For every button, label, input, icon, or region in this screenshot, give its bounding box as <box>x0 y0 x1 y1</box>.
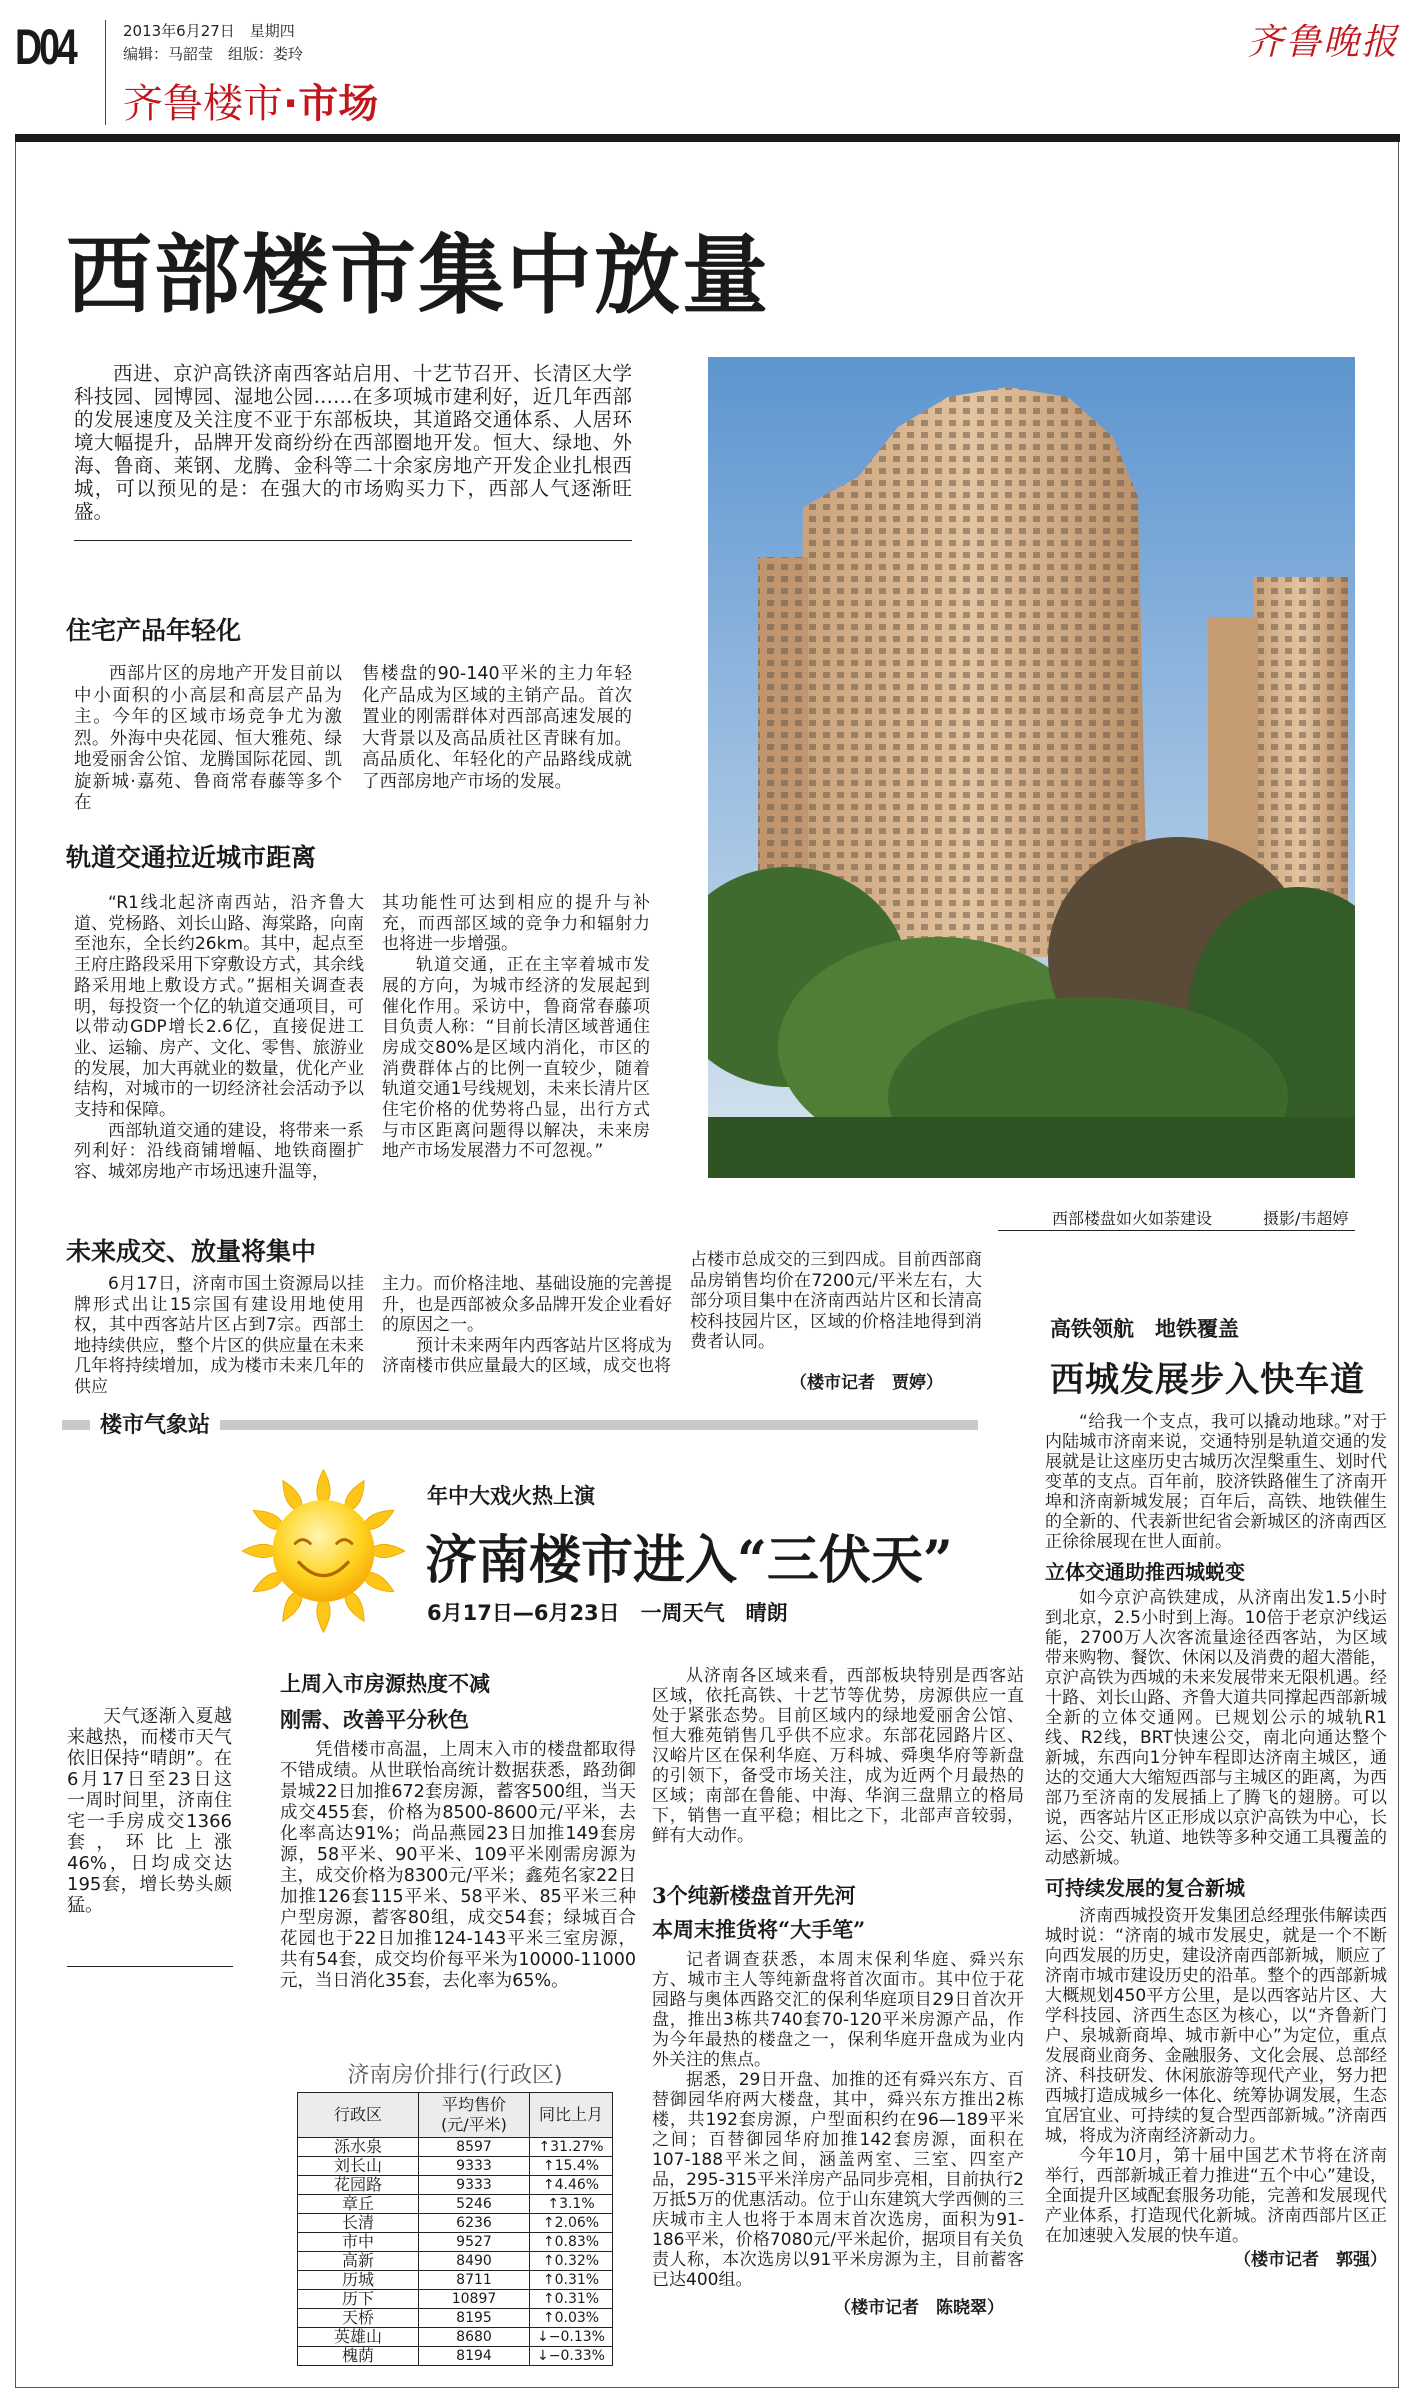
paragraph: “给我一个支点，我可以撬动地球。”对于内陆城市济南来说，交通特别是轨道交通的发展就是让这座历史古城历次涅槃重生、划时代变革的支点。百年前，胶济铁路催生了济南开埠和济南新城发展；百年后，高铁、地铁催生的全新的、代表新世纪省会新城区的济南西区正徐徐展现在世人面前。 <box>1045 1412 1387 1552</box>
section-sub: 市场 <box>298 81 379 127</box>
cell-change: ↑4.46% <box>530 2176 613 2195</box>
cell-change: ↑2.06% <box>530 2214 613 2233</box>
column-header: 行政区 <box>298 2093 419 2138</box>
cell-price: 5246 <box>419 2195 530 2214</box>
table-row <box>298 2233 613 2252</box>
section-heading: 住宅产品年轻化 <box>66 616 242 645</box>
paragraph: 其功能性可达到相应的提升与补充，而西部区域的竞争力和辐射力也将进一步增强。 <box>382 893 650 955</box>
lead-rule <box>74 540 632 541</box>
paragraph: 济南西城投资开发集团总经理张伟解读西城时说：“济南的城市发展史，就是一个不断向西发展的历史，建设济南西部新城，顺应了济南市城市建设历史的沿革。整个的西部新城大概规划450平方公里，是以西客站片区、大学科技园、济西生态区为核心，以“齐鲁新门户、泉城新商埠、城市新中心”为定位，重点发展商业商务、金融服务、文化会展、总部经济、科技研发、休闲旅游等现代产业，努力把西城打造成城乡一体化、统筹协调发展，生态宜居宜业、可持续的复合型西部新城。”济南西城，将成为济南经济新动力。 <box>1045 1906 1387 2146</box>
cell-district: 高新 <box>298 2252 419 2271</box>
paragraph: 记者调查获悉，本周末保利华庭、舜兴东方、城市主人等纯新盘将首次面市。其中位于花园路与奥体西路交汇的保利华庭项目29日首次开盘，推出3栋共740套70-120平米房源产品，作为今年最热的楼盘之一，保利华庭开盘成为业内外关注的焦点。 <box>652 1950 1024 2070</box>
table-row <box>298 2309 613 2328</box>
table-row <box>298 2347 613 2366</box>
right-body <box>652 1950 1024 2318</box>
right-body: 从济南各区域来看，西部板块特别是西客站区域，依托高铁、十艺节等优势，房源供应一直处于紧张态势。目前区域内的绿地爱丽舍公馆、恒大雅苑销售几乎供不应求。东部花园路片区、汉峪片区在保利华庭、万科城、舜奥华府等新盘的引领下，备受市场关注，成为近两个月最热的区域；南部在鲁能、中海、华润三盘鼎立的格局下，销售一直平稳；相比之下，北部声音较弱，鲜有大动作。 <box>652 1666 1024 1846</box>
cell-price: 6236 <box>419 2214 530 2233</box>
section-body-col1: 西部片区的房地产开发目前以中小面积的小高层和高层产品为主。今年的区域市场竞争尤为激烈。外海中央花园、恒大雅苑、绿地爱丽舍公馆、龙腾国际花园、凯旋新城·嘉苑、鲁商常春藤等多个在 <box>74 664 342 813</box>
mid-subheading: 上周入市房源热度不减 <box>280 1671 490 1696</box>
paragraph: 轨道交通，正在主宰着城市发展的方向，为城市经济的发展起到催化作用。采访中，鲁商常春藤项目负责人称：“目前长清区域普通住房成交80%是区域内消化，市区的消费群体占的比例一直较少，随着轨道交通1号线规划，未来长清片区住宅价格的优势将凸显，出行方式与市区距离问题得以解决，未来房地产市场发展潜力不可忽视。” <box>382 955 650 1162</box>
cell-change: ↑31.27% <box>530 2138 613 2157</box>
main-headline: 西部楼市集中放量 <box>66 225 770 326</box>
cell-district: 刘长山 <box>298 2157 419 2176</box>
cell-change: ↑0.31% <box>530 2290 613 2309</box>
page-number: D04 <box>15 19 75 75</box>
column-header: 同比上月 <box>530 2093 613 2138</box>
mid-subheading: 刚需、改善平分秋色 <box>280 1707 469 1732</box>
cell-district: 天桥 <box>298 2309 419 2328</box>
section-heading: 轨道交通拉近城市距离 <box>66 843 317 872</box>
cell-price: 8195 <box>419 2309 530 2328</box>
section-body-col2: 售楼盘的90-140平米的主力年轻化产品成为区域的主销产品。首次置业的刚需群体对西部高速发展的大背景以及高品质社区青睐有加。高品质化、年轻化的产品路线成就了西部房地产市场的发展。 <box>362 664 632 792</box>
cell-price: 9333 <box>419 2157 530 2176</box>
cell-district: 历城 <box>298 2271 419 2290</box>
cell-district: 英雄山 <box>298 2328 419 2347</box>
side-subheading: 立体交通助推西城蜕变 <box>1045 1560 1245 1584</box>
section-body-col1: 6月17日，济南市国土资源局以挂牌形式出让15宗国有建设用地使用权，其中西客站片区占到7宗。西部土地持续供应，整个片区的供应量在未来几年将持续增加，成为楼市未来几年的供应 <box>74 1274 364 1397</box>
cell-change: ↑0.83% <box>530 2233 613 2252</box>
header-rule <box>15 134 1400 142</box>
section-title <box>123 72 378 129</box>
side-article-body <box>1045 1412 1387 2270</box>
byline: （楼市记者 郭强） <box>1234 2250 1387 2270</box>
table-row <box>298 2195 613 2214</box>
cell-change: ↑15.4% <box>530 2157 613 2176</box>
cell-change: ↑3.1% <box>530 2195 613 2214</box>
right-subheading: 3个纯新楼盘首开先河 <box>652 1883 856 1908</box>
paragraph: 西部轨道交通的建设，将带来一系列利好：沿线商铺增幅、地铁商圈扩容、城郊房地产市场迅速升温等， <box>74 1120 364 1183</box>
photo-credit: 摄影/韦超婷 <box>1263 1209 1349 1228</box>
side-headline: 西城发展步入快车道 <box>1050 1360 1365 1400</box>
cell-price: 8490 <box>419 2252 530 2271</box>
section-body-col2 <box>382 1274 672 1377</box>
cell-price: 9333 <box>419 2176 530 2195</box>
cell-price: 9527 <box>419 2233 530 2252</box>
column-header-line: 平均售价 <box>441 2095 506 2114</box>
paragraph: 如今京沪高铁建成，从济南出发1.5小时到北京，2.5小时到上海。10倍于老京沪线运能，2700万人次客流量途径西客站，为区域带来购物、餐饮、休闲以及消费的超大潜能，京沪高铁为西城的未来发展带来无限机遇。经十路、刘长山路、齐鲁大道共同撑起西部新城全新的立体交通网。已规划公示的城轨R1线、R2线，BRT快速公交，南北向通达整个新城，东西向1分钟车程即达济南主城区，通达的交通大大缩短西部与主城区的距离，为西部乃至济南的发展插上了腾飞的翅膀。可以说，西客站片区正形成以京沪高铁为中心，长运、公交、轨道、地铁等多种交通工具覆盖的动感新城。 <box>1045 1588 1387 1868</box>
weather-dateline: 6月17日—6月23日 一周天气 晴朗 <box>427 1601 788 1625</box>
issue-date: 2013年6月27日 星期四 <box>123 22 295 40</box>
cell-price: 8194 <box>419 2347 530 2366</box>
weather-headline: 济南楼市进入“三伏天” <box>425 1530 953 1591</box>
intro-rule <box>67 1966 233 1967</box>
cell-price: 8597 <box>419 2138 530 2157</box>
table-row <box>298 2176 613 2195</box>
paragraph: 据悉，29日开盘、加推的还有舜兴东方、百替御园华府两大楼盘，其中，舜兴东方推出2栋楼，共192套房源，户型面积约在96—189平米之间；百替御园华府加推142套房源，面积在107-188平米之间，涵盖两室、三室、四室产品，295-315平米洋房产品同步亮相，目前执行2万抵5万的优惠活动。位于山东建筑大学西侧的三庆城市主人也将于本周末首次选房，面积为91-186平米，价格7080元/平米起价，据项目有关负责人称，本次选房以91平米房源为主，目前蓄客已达400组。 <box>652 2070 1024 2290</box>
column-header <box>419 2093 530 2138</box>
cell-district: 花园路 <box>298 2176 419 2195</box>
lead-paragraph: 西进、京沪高铁济南西客站启用、十艺节召开、长清区大学科技园、园博园、湿地公园……在多项城市建利好，近几年西部的发展速度及关注度不亚于东部板块，其道路交通体系、人居环境大幅提升，品牌开发商纷纷在西部圈地开发。恒大、绿地、外海、鲁商、莱钢、龙腾、金科等二十余家房地产开发企业扎根西城，可以预见的是：在强大的市场购买力下，西部人气逐渐旺盛。 <box>74 362 632 523</box>
building-photo <box>708 357 1355 1178</box>
byline: （楼市记者 陈晓翠） <box>834 2298 1004 2318</box>
section-heading: 未来成交、放量将集中 <box>66 1237 317 1266</box>
sun-icon <box>236 1466 411 1636</box>
photo-caption: 西部楼盘如火如荼建设 <box>1052 1209 1213 1228</box>
cell-district: 长清 <box>298 2214 419 2233</box>
side-subheading: 可持续发展的复合新城 <box>1045 1876 1245 1900</box>
caption-rule <box>998 1230 1355 1231</box>
cell-district: 市中 <box>298 2233 419 2252</box>
cell-district: 章丘 <box>298 2195 419 2214</box>
cell-district: 历下 <box>298 2290 419 2309</box>
cell-change: ↑0.31% <box>530 2271 613 2290</box>
table-row <box>298 2271 613 2290</box>
weather-intro: 天气逐渐入夏越来越热，而楼市天气依旧保持“晴朗”。在6月17日至23日这一周时间里，济南住宅一手房成交1366套，环比上涨46%，日均成交达195套，增长势头颇猛。 <box>67 1706 232 1916</box>
price-ranking-table <box>297 2092 613 2366</box>
section-body-col1 <box>74 893 364 1183</box>
paragraph: “R1线北起济南西站，沿齐鲁大道、党杨路、刘长山路、海棠路，向南至池东，全长约26km。其中，起点至王府庄路段采用下穿敷设方式，其余线路采用地上敷设方式。”据相关调查表明，每投资一个亿的轨道交通项目，可以带动GDP增长2.6亿，直接促进工业、运输、房产、文化、零售、旅游业的发展，加大再就业的数量，优化产业结构，对城市的一切经济社会活动予以支持和保障。 <box>74 893 364 1121</box>
cell-district: 泺水泉 <box>298 2138 419 2157</box>
section-body-col3: 占楼市总成交的三到四成。目前西部商品房销售均价在7200元/平米左右，大部分项目集中在济南西站片区和长清高校科技园片区，区域的价格洼地得到消费者认同。 <box>690 1250 982 1352</box>
cell-price: 8711 <box>419 2271 530 2290</box>
paragraph: 预计未来两年内西客站片区将成为济南楼市供应量最大的区域，成交也将 <box>382 1335 672 1376</box>
section-name: 齐鲁楼市 <box>123 81 283 127</box>
cell-change: ↑0.32% <box>530 2252 613 2271</box>
table-row <box>298 2252 613 2271</box>
section-label: 楼市气象站 <box>90 1408 220 1439</box>
side-kicker: 高铁领航 地铁覆盖 <box>1050 1317 1239 1341</box>
mid-body: 凭借楼市高温，上周末入市的楼盘都取得不错成绩。从世联怡高统计数据获悉，路劲御景城22日加推672套房源，蓄客500组，当天成交455套，价格为8500-8600元/平米，去化率高达91%；尚品燕园23日加推149套房源，58平米、90平米、109平米刚需房源为主，成交价格为8300元/平米；鑫苑名家22日加推126套115平米、58平米、85平米三种户型房源，蓄客80组，成交54套；绿城百合花园也于22日加推124-143平米三室房源，共有54套，成交均价每平米为10000-11000元，当日消化35套，去化率为65%。 <box>280 1740 636 1991</box>
table-row <box>298 2290 613 2309</box>
right-subheading: 本周末推货将“大手笔” <box>652 1917 866 1942</box>
section-body-col2 <box>382 893 650 1162</box>
header-divider <box>105 20 106 125</box>
paragraph: 主力。而价格洼地、基础设施的完善提升，也是西部被众多品牌开发企业看好的原因之一。 <box>382 1274 672 1335</box>
editors: 编辑：马韶莹 组版：娄玲 <box>123 45 304 63</box>
weather-kicker: 年中大戏火热上演 <box>427 1484 595 1508</box>
table-row <box>298 2157 613 2176</box>
table-title: 济南房价排行(行政区) <box>347 2063 563 2088</box>
byline: （楼市记者 贾婷） <box>790 1373 943 1393</box>
table-row <box>298 2328 613 2347</box>
table-header-row <box>298 2093 613 2138</box>
cell-price: 8680 <box>419 2328 530 2347</box>
cell-change: ↓−0.33% <box>530 2347 613 2366</box>
cell-district: 槐荫 <box>298 2347 419 2366</box>
paragraph: 今年10月，第十届中国艺术节将在济南举行，西部新城正着力推进“五个中心”建设，全面提升区域配套服务功能，完善和发展现代产业体系，打造现代化新城。济南西部片区正在加速驶入发展的快车道。 <box>1045 2146 1387 2246</box>
section-dot: · <box>283 81 299 127</box>
table-row <box>298 2138 613 2157</box>
cell-price: 10897 <box>419 2290 530 2309</box>
table-row <box>298 2214 613 2233</box>
cell-change: ↓−0.13% <box>530 2328 613 2347</box>
column-header-line: (元/平米) <box>441 2115 507 2134</box>
cell-change: ↑0.03% <box>530 2309 613 2328</box>
newspaper-logo: 齐鲁晚报 <box>1246 22 1399 63</box>
